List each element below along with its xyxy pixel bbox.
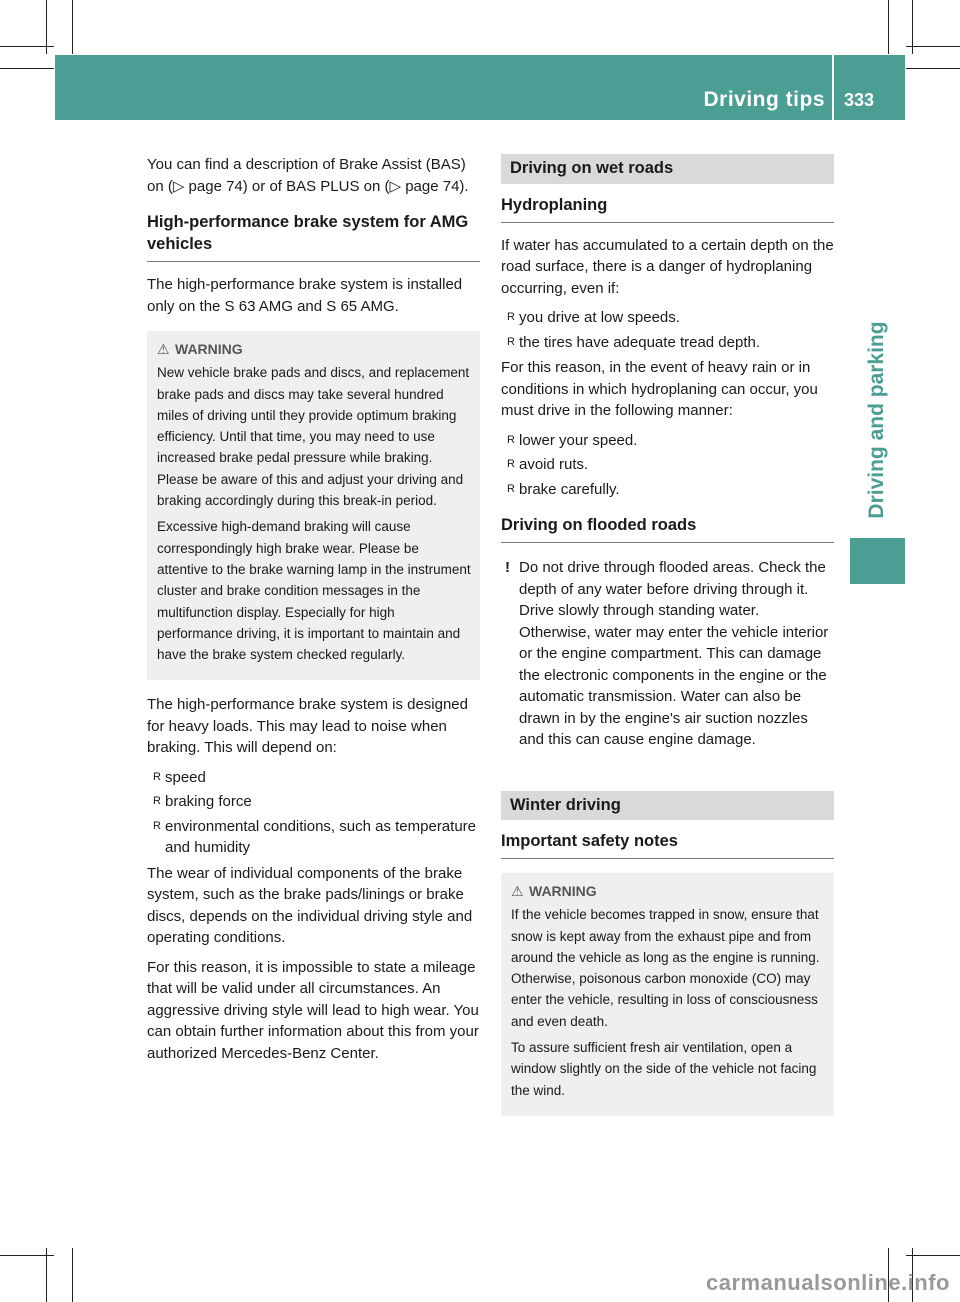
crop-mark [72, 0, 73, 54]
list-item: R the tires have adequate tread depth. [501, 332, 834, 354]
section-winter-driving: Winter driving [501, 791, 834, 821]
notice-text: Do not drive through flooded areas. Check the depth of any water before driving through it. Drive slowly through standing water. Otherwise, water may enter the vehicle interior or the engine compartment. This can damage the electronic components in the engine or the automatic transmission. Water can also be drawn in by the engine's air suction nozzles and this can cause engine damage. [519, 559, 829, 748]
right-column [501, 154, 834, 1130]
header-separator [832, 55, 834, 120]
crop-mark [906, 68, 960, 69]
warning-triangle-icon: ⚠ [157, 341, 170, 357]
amg-paragraph: The high-performance brake system is installed only on the S 63 AMG and S 65 AMG. [147, 276, 463, 315]
list-item: R environmental conditions, such as temperature and humidity [147, 816, 480, 859]
warning-paragraph: To assure sufficient fresh air ventilation, open a window slightly on the side of the vehicle not facing the wind. [511, 1040, 817, 1098]
warning-paragraph: Excessive high-demand braking will cause correspondingly high brake wear. Please be attentive to the brake warning lamp in the instrument cluster and brake condition messages in the multifunction display. Especially for high performance driving, it is important to maintain and have the brake system checked regularly. [157, 519, 471, 663]
subheading-hydroplaning: Hydroplaning [501, 194, 834, 223]
section-wet-roads: Driving on wet roads [501, 154, 834, 184]
exclamation-icon: ! [505, 559, 510, 576]
crop-mark [906, 46, 960, 47]
list-item: R braking force [147, 791, 480, 813]
wear-paragraph: The wear of individual components of the brake system, such as the brake pads/linings or brake discs, depends on the individual driving style and operating conditions. [147, 864, 473, 947]
warning-paragraph: If the vehicle becomes trapped in snow, ensure that snow is kept away from the exhaust pipe and from around the vehicle as long as the engine is running. Otherwise, poisonous carbon monoxide (CO) may enter the vehicle, resulting in loss of consciousness and even death. [511, 907, 820, 1029]
warning-box [147, 331, 480, 680]
crop-mark [906, 1255, 960, 1256]
crop-mark [912, 0, 913, 54]
warning-title: WARNING [529, 883, 597, 899]
warning-triangle-icon: ⚠ [511, 883, 524, 899]
list-item: R speed [147, 767, 480, 789]
list-item: R avoid ruts. [501, 454, 834, 476]
manner-list [501, 430, 834, 501]
crop-mark [72, 1248, 73, 1302]
subheading-flooded-roads: Driving on flooded roads [501, 514, 834, 543]
intro-paragraph: You can find a description of Brake Assist (BAS) on (▷ page 74) or of BAS PLUS on (▷ page 74). [147, 156, 469, 195]
warning-box [501, 873, 834, 1116]
crop-mark [888, 0, 889, 54]
side-tab-marker [850, 538, 905, 584]
side-tab-label: Driving and parking [865, 321, 888, 519]
list-item: R lower your speed. [501, 430, 834, 452]
page-number: 333 [844, 90, 875, 110]
list-item: R you drive at low speeds. [501, 307, 834, 329]
header-title: Driving tips [703, 88, 825, 111]
warning-heading [157, 339, 472, 360]
warning-heading [511, 881, 826, 902]
warning-paragraph: New vehicle brake pads and discs, and replacement brake pads and discs may take several hundred miles of driving until they provide optimum braking efficiency. Until that time, you may need to use increased brake pedal pressure while braking. Please be aware of this and adjust your driving and braking accordingly during this break-in period. [157, 365, 470, 509]
list-item: R brake carefully. [501, 479, 834, 501]
mileage-paragraph: For this reason, it is impossible to state a mileage that will be valid under all circumstances. An aggressive driving style will lead to high wear. You can obtain further information about this from your authorized Mercedes-Benz Center. [147, 958, 479, 1062]
crop-mark [46, 1248, 47, 1302]
hydroplaning-paragraph: If water has accumulated to a certain depth on the road surface, there is a danger of hydroplaning occurring, even if: [501, 236, 834, 297]
warning-title: WARNING [175, 341, 243, 357]
crop-mark [46, 0, 47, 54]
notice-block [501, 557, 834, 751]
watermark: carmanualsonline.info [706, 1270, 950, 1295]
subheading-safety-notes: Important safety notes [501, 830, 834, 859]
hydroplaning-list [501, 307, 834, 353]
heavy-rain-paragraph: For this reason, in the event of heavy rain or in conditions in which hydroplaning can occur, you must drive in the following manner: [501, 359, 818, 419]
depend-list [147, 767, 480, 859]
brake-loads-paragraph: The high-performance brake system is designed for heavy loads. This may lead to noise when braking. This will depend on: [147, 696, 468, 757]
subheading-amg-brakes: High-performance brake system for AMG vehicles [147, 211, 480, 262]
left-column [147, 154, 480, 1072]
crop-mark [0, 68, 54, 69]
